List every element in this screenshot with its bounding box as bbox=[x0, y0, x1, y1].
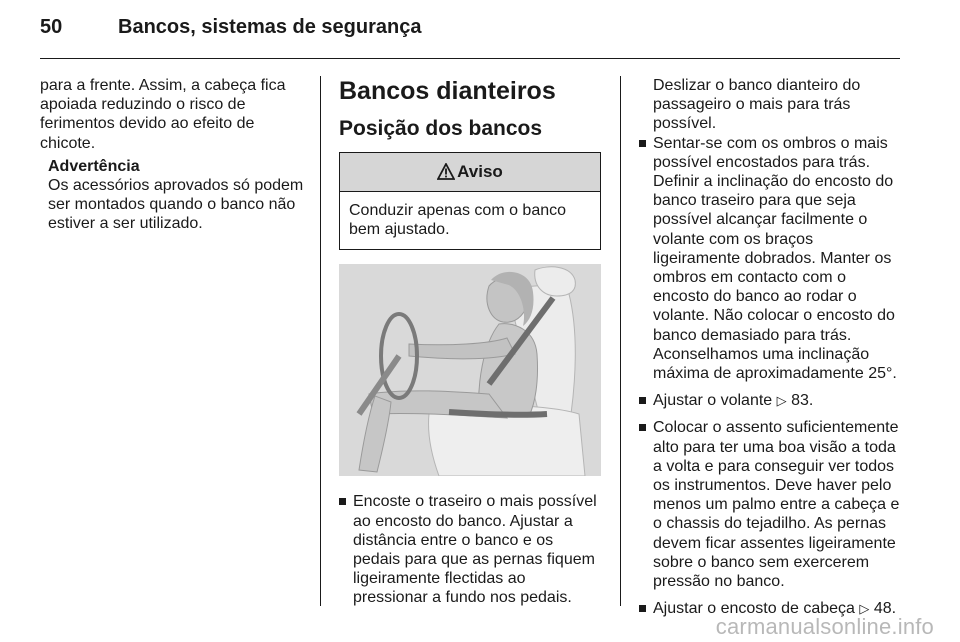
column-2 bbox=[339, 76, 601, 616]
lead-paragraph: Deslizar o banco dianteiro do passageiro o mais para trás possível. bbox=[653, 77, 861, 133]
list-item-text: Ajustar o volante bbox=[653, 392, 773, 410]
list-item bbox=[639, 418, 903, 591]
bullet-square-icon bbox=[639, 397, 646, 404]
column-divider-1 bbox=[320, 76, 321, 606]
note-title: Advertência bbox=[48, 157, 140, 175]
note-block bbox=[48, 157, 308, 234]
bullet-square-icon bbox=[639, 605, 646, 612]
column-divider-2 bbox=[620, 76, 621, 606]
page-header bbox=[40, 14, 920, 48]
page-reference-arrow-icon: ▷ bbox=[859, 601, 870, 617]
warning-title: Aviso bbox=[457, 162, 503, 181]
warning-header bbox=[340, 153, 600, 192]
bullet-list bbox=[339, 492, 601, 607]
list-item-text: Encoste o traseiro o mais possível ao encosto do banco. Ajustar a distância entre o banco e os pedais para que as pernas fiquem ligeiramente flectidas ao pressionar a fundo nos pedais. bbox=[353, 493, 597, 607]
bullet-square-icon bbox=[639, 424, 646, 431]
header-rule bbox=[40, 58, 900, 59]
warning-box bbox=[339, 152, 601, 250]
section-heading: Bancos dianteiros bbox=[339, 77, 556, 105]
continued-paragraph: para a frente. Assim, a cabeça fica apoiada reduzindo o risco de ferimentos devido ao efeito de chicote. bbox=[40, 77, 286, 152]
chapter-title: Bancos, sistemas de segurança bbox=[118, 16, 422, 38]
list-item-text: Sentar-se com os ombros o mais possível encostados para trás. Definir a inclinação do encosto do banco traseiro para que seja possível alcançar facilmente o volante com os braços ligeiramente dobrados. Manter os ombros em contacto com o encosto do banco ao rodar o volante. Não colocar o encosto do banco demasiado para trás. Aconselhamos uma inclinação máxima de aproximadamente 25°. bbox=[653, 134, 897, 383]
driver-seat-position-illustration bbox=[339, 264, 601, 476]
bullet-square-icon bbox=[639, 140, 646, 147]
bullet-square-icon bbox=[339, 498, 346, 505]
watermark: carmanualsonline.info bbox=[715, 614, 934, 639]
column-1 bbox=[40, 76, 308, 234]
page-reference[interactable]: 48. bbox=[873, 600, 897, 618]
list-item bbox=[339, 492, 601, 607]
warning-text: Conduzir apenas com o banco bem ajustado. bbox=[349, 202, 567, 239]
note-text: Os acessórios aprovados só podem ser montados quando o banco não estiver a ser utilizado. bbox=[48, 177, 304, 233]
subsection-heading: Posição dos bancos bbox=[339, 117, 543, 140]
page-reference-arrow-icon: ▷ bbox=[776, 393, 787, 409]
list-item-text: Colocar o assento suficientemente alto para ter uma boa visão a toda a volta e para conseguir ver todos os instrumentos. Deve haver pelo menos um palmo entre a cabeça e o chassis do tejadilho. As pernas devem ficar assentes ligeiramente sobre o banco sem exercerem pressão no banco. bbox=[653, 419, 900, 591]
list-item bbox=[639, 134, 903, 384]
list-item bbox=[639, 391, 903, 410]
page-reference[interactable]: 83. bbox=[791, 392, 814, 410]
page-number: 50 bbox=[40, 16, 63, 38]
list-item-text: Ajustar o encosto de cabeça bbox=[653, 600, 855, 618]
bullet-list bbox=[639, 134, 903, 619]
column-3 bbox=[639, 76, 903, 626]
warning-triangle-icon bbox=[437, 156, 455, 194]
